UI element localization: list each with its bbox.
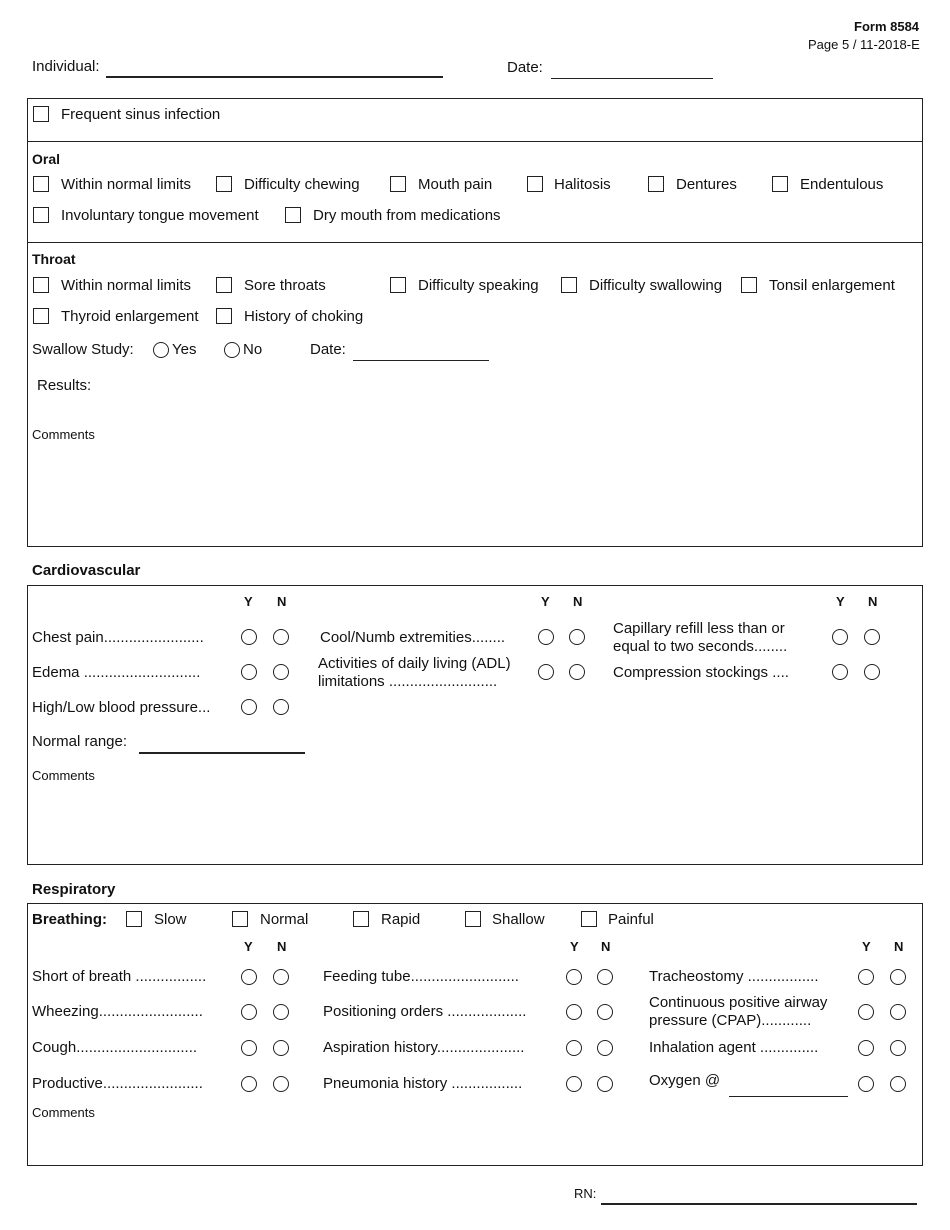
throat-option-label: Within normal limits — [61, 277, 192, 294]
breathing-checkbox[interactable] — [581, 911, 597, 927]
oxygen-field[interactable] — [729, 1078, 848, 1097]
no-radio[interactable] — [273, 699, 289, 715]
y-header: Y — [244, 939, 253, 954]
resp-item-label: Positioning orders ................... — [323, 1003, 527, 1020]
yes-radio[interactable] — [538, 664, 554, 680]
resp-comments-label: Comments — [32, 1105, 95, 1120]
breathing-checkbox[interactable] — [232, 911, 248, 927]
no-radio[interactable] — [597, 969, 613, 985]
n-header: N — [601, 939, 611, 954]
oral-checkbox[interactable] — [33, 207, 49, 223]
resp-item-label: Short of breath ................. — [32, 968, 207, 985]
resp-item-label: Productive........................ — [32, 1075, 203, 1092]
swallow-date-label: Date: — [310, 341, 346, 358]
throat-comments-field[interactable] — [30, 446, 920, 542]
yes-radio[interactable] — [832, 629, 848, 645]
throat-comments-label: Comments — [32, 427, 95, 442]
yes-radio[interactable] — [858, 1040, 874, 1056]
yes-radio[interactable] — [566, 969, 582, 985]
throat-option-label: Thyroid enlargement — [61, 308, 199, 325]
yes-radio[interactable] — [566, 1004, 582, 1020]
yes-radio[interactable] — [566, 1076, 582, 1092]
oral-option-label: Involuntary tongue movement — [61, 207, 259, 224]
oral-checkbox[interactable] — [527, 176, 543, 192]
oral-checkbox[interactable] — [33, 176, 49, 192]
yes-radio[interactable] — [538, 629, 554, 645]
oral-title: Oral — [32, 151, 61, 167]
no-radio[interactable] — [569, 629, 585, 645]
breathing-option-label: Shallow — [492, 911, 545, 928]
throat-checkbox[interactable] — [741, 277, 757, 293]
throat-option-label: Difficulty swallowing — [589, 277, 723, 294]
resp-item-label: Tracheostomy ................. — [649, 968, 819, 985]
throat-option-label: Difficulty speaking — [418, 277, 539, 294]
resp-item-label: Feeding tube.......................... — [323, 968, 519, 985]
breathing-option-label: Painful — [608, 911, 654, 928]
resp-item-label: Continuous positive airway pressure (CPAP)............ — [649, 994, 828, 1029]
breathing-checkbox[interactable] — [353, 911, 369, 927]
oral-checkbox[interactable] — [648, 176, 664, 192]
oral-option-label: Mouth pain — [418, 176, 493, 193]
oral-option-label: Endentulous — [800, 176, 884, 193]
no-radio[interactable] — [273, 629, 289, 645]
throat-checkbox[interactable] — [216, 277, 232, 293]
yes-radio[interactable] — [241, 664, 257, 680]
throat-option-label: Tonsil enlargement — [769, 277, 895, 294]
date-field[interactable] — [551, 59, 713, 79]
no-radio[interactable] — [864, 664, 880, 680]
page-info: Page 5 / 11-2018-E — [808, 37, 920, 52]
yes-radio[interactable] — [241, 1076, 257, 1092]
yes-radio[interactable] — [858, 1004, 874, 1020]
no-radio[interactable] — [890, 1004, 906, 1020]
individual-field[interactable] — [106, 58, 443, 78]
cardio-comments-field[interactable] — [30, 786, 920, 860]
resp-item-label: Aspiration history..................... — [323, 1039, 525, 1056]
cardio-item-label: Capillary refill less than or equal to two seconds........ — [613, 620, 788, 655]
date-label: Date: — [507, 59, 543, 76]
normal-range-label: Normal range: — [32, 733, 128, 750]
yes-radio[interactable] — [566, 1040, 582, 1056]
no-radio[interactable] — [273, 1004, 289, 1020]
yes-radio[interactable] — [241, 629, 257, 645]
yes-radio[interactable] — [858, 1076, 874, 1092]
cardio-comments-label: Comments — [32, 768, 95, 783]
individual-label: Individual: — [32, 58, 100, 75]
normal-range-field[interactable] — [139, 735, 305, 754]
y-header: Y — [862, 939, 871, 954]
breathing-checkbox[interactable] — [465, 911, 481, 927]
swallow-no-label: No — [243, 341, 263, 358]
throat-option-label: Sore throats — [244, 277, 326, 294]
breathing-option-label: Rapid — [381, 911, 421, 928]
no-radio[interactable] — [597, 1076, 613, 1092]
y-header: Y — [541, 594, 550, 609]
rn-label: RN: — [574, 1186, 597, 1201]
oral-option-label: Difficulty chewing — [244, 176, 360, 193]
breathing-option-label: Normal — [260, 911, 309, 928]
yes-radio[interactable] — [832, 664, 848, 680]
results-label: Results: — [37, 377, 92, 394]
cardio-item-label: Chest pain........................ — [32, 629, 204, 646]
throat-title: Throat — [32, 251, 76, 267]
swallow-study-label: Swallow Study: — [32, 341, 134, 358]
no-radio[interactable] — [597, 1004, 613, 1020]
no-radio[interactable] — [569, 664, 585, 680]
n-header: N — [868, 594, 878, 609]
n-header: N — [277, 939, 287, 954]
oral-checkbox[interactable] — [772, 176, 788, 192]
cardio-item-label: High/Low blood pressure... — [32, 699, 211, 716]
y-header: Y — [570, 939, 579, 954]
throat-checkbox[interactable] — [33, 308, 49, 324]
sinus-checkbox[interactable] — [33, 106, 49, 122]
swallow-date-field[interactable] — [353, 342, 489, 361]
divider — [27, 242, 923, 243]
resp-item-label: Oxygen @ — [649, 1072, 721, 1089]
swallow-no-radio[interactable] — [224, 342, 240, 358]
y-header: Y — [836, 594, 845, 609]
breathing-checkbox[interactable] — [126, 911, 142, 927]
no-radio[interactable] — [273, 1076, 289, 1092]
oral-option-label: Within normal limits — [61, 176, 192, 193]
oral-option-label: Dentures — [676, 176, 737, 193]
yes-radio[interactable] — [241, 1040, 257, 1056]
throat-checkbox[interactable] — [561, 277, 577, 293]
throat-checkbox[interactable] — [390, 277, 406, 293]
throat-option-label: History of choking — [244, 308, 364, 325]
throat-checkbox[interactable] — [216, 308, 232, 324]
cardio-item-label: Cool/Numb extremities........ — [320, 629, 506, 646]
resp-comments-field[interactable] — [30, 1122, 920, 1162]
no-radio[interactable] — [597, 1040, 613, 1056]
no-radio[interactable] — [273, 664, 289, 680]
yes-radio[interactable] — [858, 969, 874, 985]
n-header: N — [277, 594, 287, 609]
no-radio[interactable] — [890, 1040, 906, 1056]
cardio-item-label: Compression stockings .... — [613, 664, 789, 681]
resp-item-label: Cough............................. — [32, 1039, 198, 1056]
swallow-yes-label: Yes — [172, 341, 197, 358]
no-radio[interactable] — [273, 1040, 289, 1056]
cardio-item-label: Activities of daily living (ADL) limitations .......................... — [318, 655, 511, 690]
rn-signature-field[interactable] — [601, 1186, 917, 1205]
breathing-label: Breathing: — [32, 911, 107, 928]
breathing-option-label: Slow — [154, 911, 187, 928]
form-number: Form 8584 — [854, 19, 920, 34]
yes-radio[interactable] — [241, 699, 257, 715]
oral-option-label: Halitosis — [554, 176, 611, 193]
divider — [27, 141, 923, 142]
n-header: N — [573, 594, 583, 609]
n-header: N — [894, 939, 904, 954]
throat-checkbox[interactable] — [33, 277, 49, 293]
no-radio[interactable] — [273, 969, 289, 985]
sinus-label: Frequent sinus infection — [61, 106, 221, 123]
cardio-title: Cardiovascular — [32, 562, 141, 579]
resp-title: Respiratory — [32, 881, 116, 898]
oral-checkbox[interactable] — [285, 207, 301, 223]
no-radio[interactable] — [890, 1076, 906, 1092]
yes-radio[interactable] — [241, 1004, 257, 1020]
swallow-yes-radio[interactable] — [153, 342, 169, 358]
oral-option-label: Dry mouth from medications — [313, 207, 501, 224]
yes-radio[interactable] — [241, 969, 257, 985]
resp-item-label: Inhalation agent .............. — [649, 1039, 819, 1056]
y-header: Y — [244, 594, 253, 609]
no-radio[interactable] — [864, 629, 880, 645]
resp-item-label: Wheezing......................... — [32, 1003, 203, 1020]
no-radio[interactable] — [890, 969, 906, 985]
oral-checkbox[interactable] — [390, 176, 406, 192]
resp-item-label: Pneumonia history ................. — [323, 1075, 523, 1092]
oral-checkbox[interactable] — [216, 176, 232, 192]
cardio-item-label: Edema ............................ — [32, 664, 201, 681]
